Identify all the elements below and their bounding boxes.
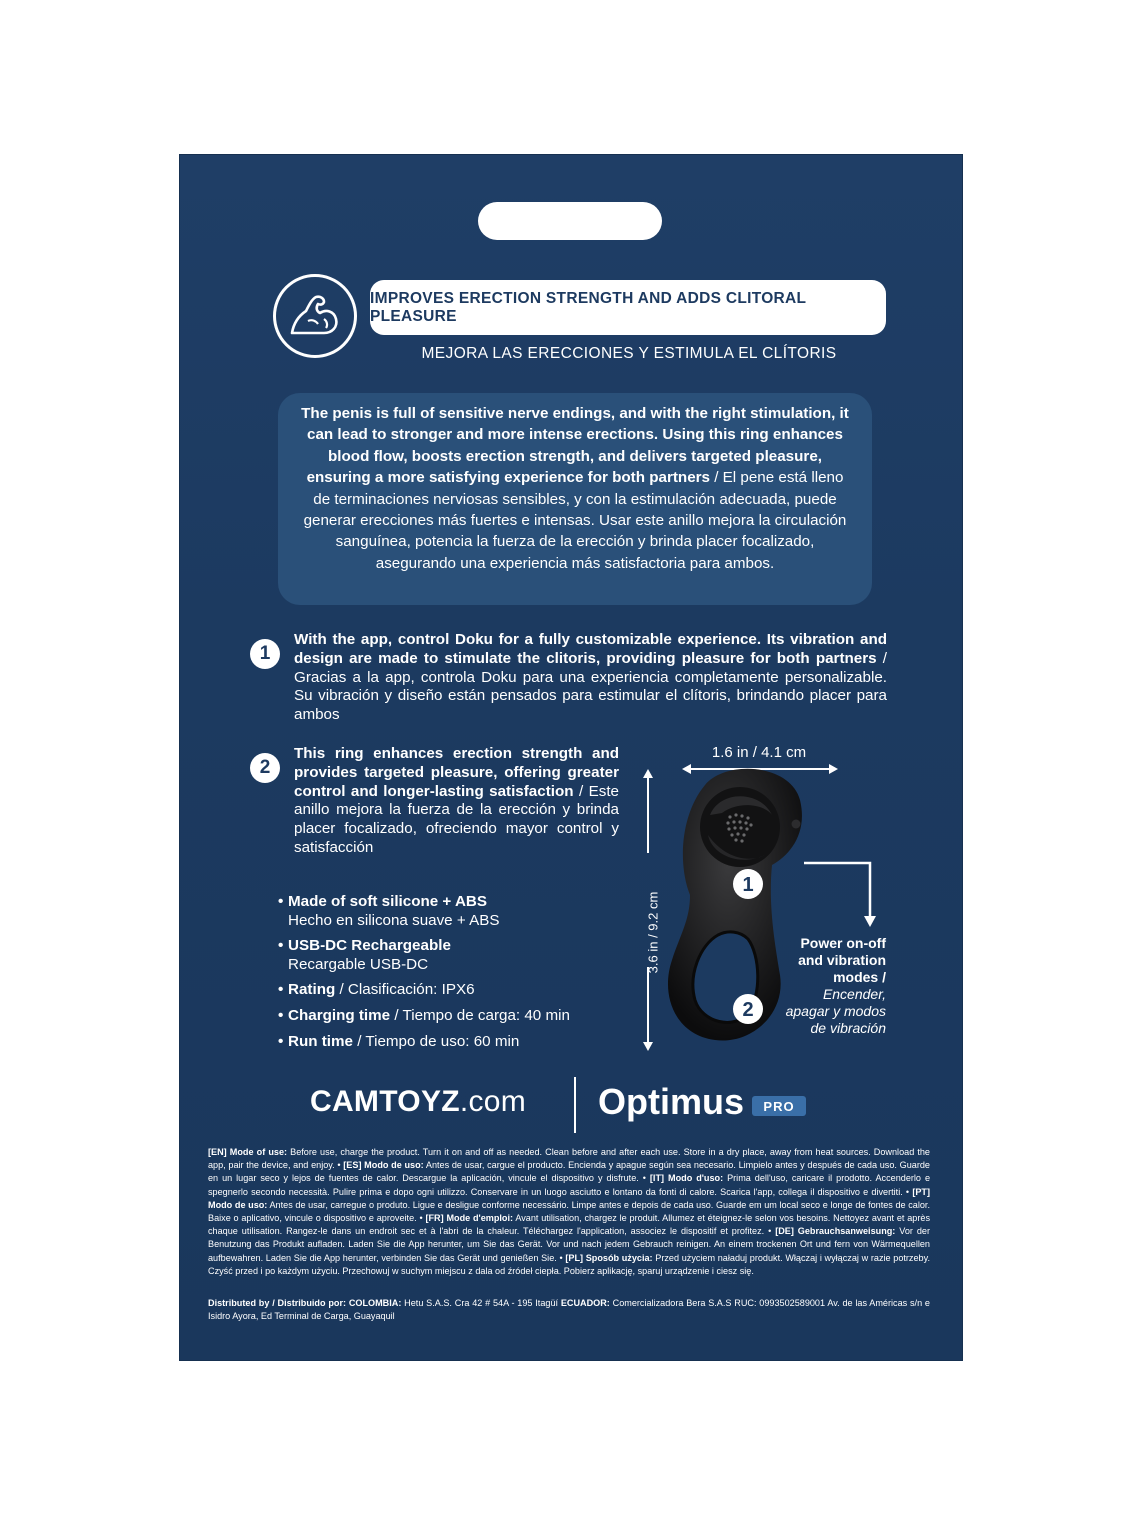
feature-1-text	[294, 631, 887, 725]
package-back	[180, 155, 962, 1360]
spec-list	[278, 893, 618, 1058]
feature-1-en: With the app, control Doku for a fully customizable experience. Its vibration and design are made to stimulate the clitoris, providing pleasure for both partners	[294, 631, 887, 667]
headline-en: IMPROVES ERECTION STRENGTH AND ADDS CLITORAL PLEASURE	[370, 280, 886, 335]
width-dimension-label: 1.6 in / 4.1 cm	[711, 744, 807, 761]
brand-divider	[574, 1077, 576, 1133]
description-en: The penis is full of sensitive nerve endings, and with the right stimulation, it can lead to stronger and more intense erections. Using this ring enhances blood flow, boosts erection strength, and delivers targeted pleasure, ensuring a more satisfying experience for both partners	[301, 405, 849, 487]
description-text	[298, 403, 852, 574]
description-panel	[278, 393, 872, 605]
spec-item: • Rating / Clasificación: IPX6	[278, 981, 475, 999]
spec-item: • Run time / Tiempo de uso: 60 min	[278, 1032, 520, 1050]
feature-2-text	[294, 745, 619, 858]
website-brand: CAMTOYZ.com	[310, 1085, 527, 1118]
product-line-logo: Optimus	[598, 1081, 745, 1122]
feature-number-2: 2	[250, 753, 280, 783]
feature-2-es: / Este anillo mejora la fuerza de la erección y brinda placer focalizado, ofreciendo mayor control y satisfacción	[294, 782, 619, 856]
power-button-label: Power on-off and vibration modes / Encender, apagar y modos de vibración	[785, 935, 886, 1036]
height-dimension-label: 3.6 in / 9.2 cm	[645, 891, 661, 974]
mode-of-use-text: [EN] Mode of use: Before use, charge the product. Turn it on and off as needed. Clean before and after each use. Store in a dry place, away from heat sources. Download the app, pair the device, and enjoy. • [ES] Modo de uso: Antes de usar, cargue el producto. Encienda y apague según sea necesario. Limpielo antes y después de cada uso. Guarde en un lugar seco y lejos de fuentes de calor. Descargue la aplicación, vincule el dispositivo y disfrute. • [IT] Modo d'uso: Prima dell'uso, caricare il prodotto. Accenderlo e spegnerlo secondo necessità. Pulire prima e dopo ogni utilizzo. Conservare in un luogo asciutto e lontano da fonti di calore. Scarica l'app, collega il dispositivo e divertiti. • [PT] Modo de uso: Antes de usar, carregue o produto. Ligue e desligue conforme necessário. Limpe antes e depois de cada uso. Guarde em um local seco e longe de fontes de calor. Baixe o aplicativo, vincule o dispositivo e aproveite. • [FR] Mode d'emploi: Avant utilisation, chargez le produit. Allumez et éteignez-le selon vos besoins. Nettoyez avant et après chaque utilisation. Rangez-le dans un endroit sec et à l'abri de la chaleur. Téléchargez l'application, associez le dispositif et profitez. • [DE] Gebrauchsanweisung: Vor der Benutzung das Produkt aufladen. Laden Sie die App herunter, um Sie das Gerät. Vor und nach jedem Gebrauch reinigen. An einem trockenen Ort und fern von Wärmequellen aufbewahren. Laden Sie die App herunter, verbinden Sie das Gerät und genießen Sie. • [PL] Sposób użycia: Przed użyciem naładuj produkt. Włączaj i wyłączaj w razie potrzeby. Czyść przed i po każdym użyciu. Przechowuj w suchym miejscu z dala od źródeł ciepła. Pobierz aplikację, sparuj urządzenie i ciesz się.	[208, 1147, 931, 1276]
spec-item: • Made of soft silicone + ABS Hecho en silicona suave + ABS	[278, 893, 500, 929]
feature-number-1: 1	[250, 639, 280, 669]
spec-item: • USB-DC Rechargeable Recargable USB-DC	[278, 937, 451, 973]
pro-badge: PRO	[752, 1096, 806, 1116]
product-callout-1: 1	[742, 874, 754, 896]
feature-2-en: This ring enhances erection strength and provides targeted pleasure, offering greater control and longer-lasting satisfaction	[294, 745, 619, 800]
flexed-arm-icon	[273, 274, 357, 358]
power-callout-line	[800, 855, 880, 935]
description-es: / El pene está lleno de terminaciones nerviosas sensibles, y con la estimulación adecuada, puede generar erecciones más fuertes e intensas. Usar este anillo mejora la circulación sanguínea, potencia la fuerza de la erección y brinda placer focalizado, asegurando una experiencia más satisfactoria para ambos.	[303, 469, 847, 572]
product-callout-2: 2	[742, 999, 754, 1021]
distributor-info: Distributed by / Distribuido por: COLOMBIA: Hetu S.A.S. Cra 42 # 54A - 195 Itagüí ECUADOR: Comercializadora Bera S.A.S RUC: 0993502589001 Av. de las Américas s/n e Isidro Ayora, Ed Terminal de Carga, Guayaquil	[208, 1298, 930, 1322]
hang-hole	[478, 202, 662, 240]
spec-item: • Charging time / Tiempo de carga: 40 min	[278, 1006, 570, 1024]
feature-1-es: / Gracias a la app, controla Doku para una experiencia completamente personalizable. Su vibración y diseño están pensados para estimular el clítoris, brindando placer para ambos	[294, 649, 887, 724]
headline-es: MEJORA LAS ERECCIONES Y ESTIMULA EL CLÍTORIS	[421, 345, 837, 362]
